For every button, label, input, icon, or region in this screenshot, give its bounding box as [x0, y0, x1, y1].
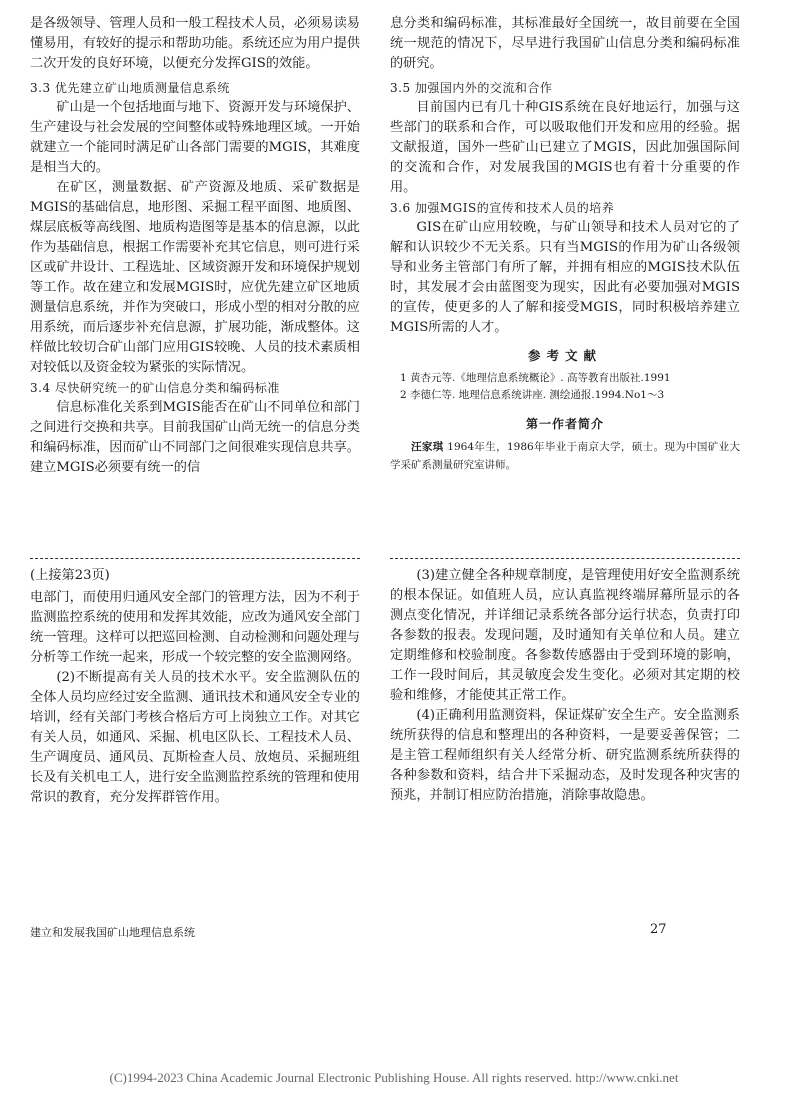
paragraph: GIS在矿山应用较晚，与矿山领导和技术人员对它的了解和认识较少不无关系。只有当MGIS的作用为矿山各级领导和业务主管部门有所了解，并拥有相应的MGIS技术队伍时，其发展才会由蓝图变为现实，因此有必要加强对MGIS的宣传，使更多的人了解和接受MGIS，同时积极培养建立MGIS所需的人才。: [390, 220, 740, 335]
top-left-column: [30, 14, 360, 478]
paragraph: 矿山是一个包括地面与地下、资源开发与环境保护、生产建设与社会发展的空间整体或特殊地理区域。一开始就建立一个能同时满足矿山各部门需要的MGIS，其难度是相当大的。: [30, 100, 360, 175]
section-heading-3-3: 3.3 优先建立矿山地质测量信息系统: [30, 81, 230, 95]
bottom-right-column: [390, 566, 740, 806]
paragraph: 在矿区，测量数据、矿产资源及地质、采矿数据是MGIS的基础信息，地形图、采掘工程平面图、地质图、煤层底板等高线图、地质构造图等是基本的信息源，以此作为基础信息，根据工作需要补充其它信息，则可进行采区或矿井设计、工程选址、区域资源开发和环境保护规划等工作。故在建立和发展MGIS时，应优先建立矿区地质测量信息系统，并作为突破口，形成小型的相对分散的应用系统，而后逐步补充信息源，扩展功能，渐成整体。这样做比较切合矿山部门应用GIS较晚、人员的技术素质相对较低以及资金较为紧张的实际情况。: [30, 180, 360, 375]
section-divider: [390, 558, 740, 559]
paragraph: 息分类和编码标准，其标准最好全国统一，故目前要在全国统一规范的情况下，尽早进行我国矿山信息分类和编码标准的研究。: [390, 16, 740, 71]
author-bio-text: 1964年生，1986年毕业于南京大学，硕士。现为中国矿业大学采矿系测量研究室讲师。: [390, 441, 741, 471]
copyright-notice: (C)1994-2023 China Academic Journal Electronic Publishing House. All rights reserved. http://www.cnki.net: [109, 1070, 679, 1085]
section-heading-3-4: 3.4 尽快研究统一的矿山信息分类和编码标准: [30, 381, 280, 395]
author-bio-heading: 第一作者简介: [525, 417, 604, 431]
reference-item: 1 黄杏元等.《地理信息系统概论》. 高等教育出版社.1991: [400, 372, 671, 384]
references-heading: 参考文献: [527, 348, 602, 363]
top-right-column: [390, 14, 740, 474]
continuation-note: (上接第23页): [30, 568, 110, 583]
paragraph: (2)不断提高有关人员的技术水平。安全监测队伍的全体人员均应经过安全监测、通讯技术和通风安全专业的培训，经有关部门考核合格后方可上岗独立工作。对其它有关人员，如通风、采掘、机电区队长、工程技术人员、生产调度员、通风员、瓦斯检查人员、放炮员、采掘班组长及有关机电工人，进行安全监测监控系统的管理和使用常识的教育，充分发挥群管作用。: [30, 670, 360, 805]
paragraph: (4)正确利用监测资料，保证煤矿安全生产。安全监测系统所获得的信息和整理出的各种资料，一是要妥善保管；二是主管工程师组织有关人经常分析、研究监测系统所获得的各种参数和资料，结合井下采掘动态，及时发现各种灾害的预兆，并制订相应防治措施，消除事故隐患。: [390, 708, 740, 803]
section-heading-3-5: 3.5 加强国内外的交流和合作: [390, 81, 553, 95]
page-number: 27: [650, 922, 667, 937]
reference-item: 2 李德仁等. 地理信息系统讲座. 测绘通报.1994.No1～3: [400, 389, 665, 401]
author-name: 汪家琪: [411, 441, 444, 453]
paragraph: 目前国内已有几十种GIS系统在良好地运行，加强与这些部门的联系和合作，可以吸取他们开发和应用的经验。据文献报道，国外一些矿山已建立了MGIS，因此加强国际间的交流和合作，对发展我国的MGIS也有着十分重要的作用。: [390, 100, 740, 195]
paragraph: 是各级领导、管理人员和一般工程技术人员，必须易读易懂易用，有较好的提示和帮助功能。系统还应为用户提供二次开发的良好环境，以便充分发挥GIS的效能。: [30, 16, 360, 71]
section-heading-3-6: 3.6 加强MGIS的宣传和技术人员的培养: [390, 201, 615, 215]
paragraph: (3)建立健全各种规章制度，是管理使用好安全监测系统的根本保证。如值班人员，应认真监视终端屏幕所显示的各测点变化情况，并详细记录系统各部分运行状态，负责打印各参数的报表。发现问题，及时通知有关单位和人员。建立定期维修和校验制度。各参数传感器由于受到环境的影响，工作一段时间后，其灵敏度会发生变化。必须对其定期的校验和维修，才能使其正常工作。: [390, 568, 740, 703]
paragraph: 电部门，而使用归通风安全部门的管理方法，因为不利于监测监控系统的使用和发挥其效能，应改为通风安全部门统一管理。这样可以把巡回检测、自动检测和问题处理与分析等工作统一起来，形成一个较完整的安全监测网络。: [30, 590, 360, 665]
running-title: 建立和发展我国矿山地理信息系统: [30, 926, 195, 939]
section-divider: [30, 558, 360, 559]
bottom-left-column: [30, 566, 360, 808]
author-bio: [390, 438, 740, 474]
paragraph: 信息标准化关系到MGIS能否在矿山不同单位和部门之间进行交换和共享。目前我国矿山尚无统一的信息分类和编码标准，因而矿山不同部门之间很难实现信息共享。建立MGIS必须要有统一的信: [30, 400, 360, 475]
